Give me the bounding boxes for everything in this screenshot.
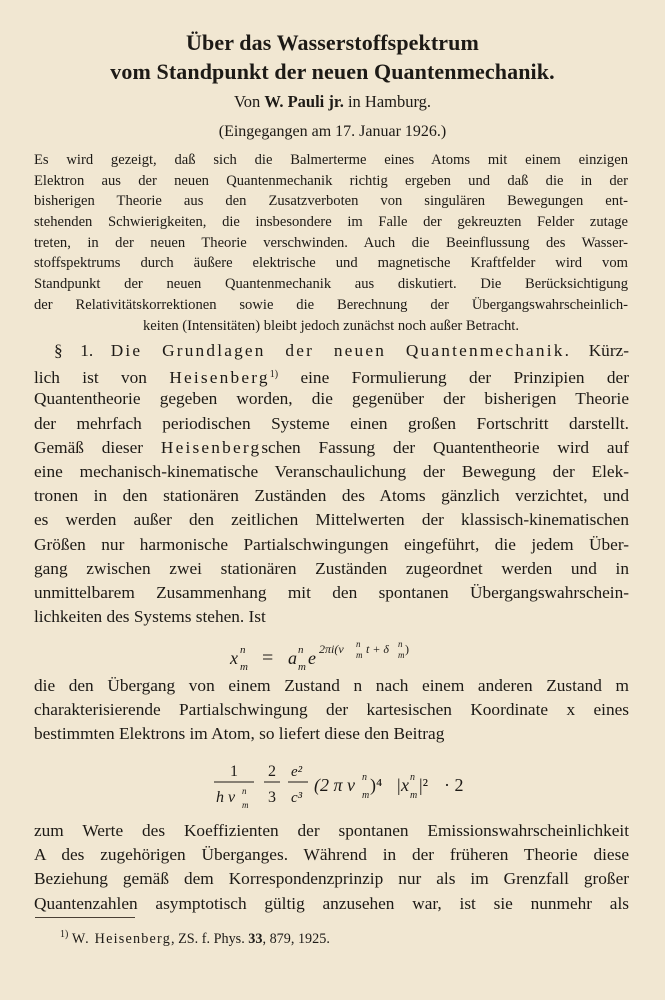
eq-numerator: 2	[268, 763, 276, 780]
section-number: § 1.	[54, 341, 94, 360]
eq-numerator: e²	[291, 764, 303, 780]
eq-symbol: e	[308, 648, 316, 668]
body-text: Gemäß dieser	[34, 437, 144, 457]
equation-emission-contribution	[210, 758, 480, 814]
body-line: tronen in den stationären Zuständen des Atoms gänzlich verzichtet, und	[34, 486, 629, 506]
eq-exponent: )	[405, 642, 409, 656]
body-line: Quantentheorie gegeben worden, die gegenüber der bisherigen Theorie	[34, 389, 629, 409]
body-text: eine Formulierung der Prinzipien der	[300, 368, 629, 388]
eq-subscript: m	[240, 661, 248, 673]
abstract-line: Elektron aus der neuen Quantenmechanik richtig ergeben und daß die in der	[34, 172, 628, 189]
paper-title-line-2: vom Standpunkt der neuen Quantenmechanik.	[110, 59, 555, 84]
eq-numerator: 1	[230, 763, 238, 780]
section-heading-line	[34, 339, 629, 363]
author-prefix: Von	[233, 92, 261, 111]
body-line: charakterisierende Partialschwingung der kartesischen Koordinate x eines	[34, 700, 629, 720]
footnote-marker: 1)	[269, 369, 279, 381]
eq-subscript: m	[398, 650, 405, 660]
equation-partial-oscillation	[228, 636, 468, 676]
abstract	[34, 150, 628, 336]
footnote-journal: , ZS. f. Phys.	[171, 931, 245, 947]
body-line: zum Werte des Koeffizienten der spontanen Emissionswahrscheinlichkeit	[34, 821, 629, 840]
section-1-paragraph-end	[34, 819, 629, 916]
body-line: es werden außer den zeitlichen Mittelwerten der klassisch-kinematischen	[34, 510, 629, 530]
body-text: schen Fassung der Quantentheorie wird auf	[261, 437, 629, 457]
eq-term: · 2	[444, 775, 464, 795]
body-line: die den Übergang von einem Zustand n nach einem anderen Zustand m	[34, 676, 629, 695]
eq-denominator: 3	[268, 789, 276, 806]
body-line: unmittelbarem Zusammenhang mit den spontanen Übergangswahrschein-	[34, 582, 629, 602]
body-line: der mehrfach periodischen Systeme einen großen Fortschritt darstellt.	[34, 413, 629, 433]
eq-superscript: n	[356, 639, 361, 649]
footnote-author: W. Heisenberg	[71, 931, 172, 947]
section-1-paragraph-continued	[34, 674, 629, 747]
author-affiliation: in Hamburg.	[347, 92, 432, 111]
eq-denominator: c³	[291, 790, 303, 806]
abstract-line: bisherigen Theorie aus den Zusatzverboten von singulären Bewegungen ent-	[34, 193, 628, 210]
eq-symbol: a	[288, 648, 297, 668]
abstract-line: stoffspektrums durch äußere elektrische und magnetische Kraftfelder wird vom	[34, 255, 628, 272]
eq-superscript: n	[242, 786, 247, 796]
body-line	[34, 436, 629, 460]
eq-term: |²	[419, 775, 428, 795]
eq-superscript: n	[240, 644, 246, 656]
body-line: lichkeiten des Systems stehen. Ist	[34, 607, 266, 627]
eq-term: (2 π ν	[314, 775, 356, 795]
eq-subscript: m	[356, 650, 363, 660]
footnote-volume: 33	[248, 931, 263, 947]
abstract-line: der Relativitätskorrektionen sowie die Berechnung der Übergangswahrscheinlich-	[34, 296, 628, 313]
eq-equals: =	[262, 647, 274, 669]
eq-symbol: x	[230, 648, 238, 668]
eq-exponent: t + δ	[366, 642, 390, 656]
abstract-line: Standpunkt der neuen Quantenmechanik aus diskutiert. Die Berücksichtigung	[34, 276, 628, 293]
body-text: lich ist von	[34, 368, 147, 388]
body-line: gang zwischen zwei stationären Zuständen zugeordnet werden und in	[34, 558, 629, 578]
abstract-line: keiten (Intensitäten) bleibt jedoch zunächst noch außer Betracht.	[142, 317, 520, 334]
paper-title-line-1: Über das Wasserstoffspektrum	[186, 30, 479, 55]
eq-subscript: m	[298, 661, 306, 673]
body-line: Beziehung gemäß dem Korrespondenzprinzip nur als im Grenzfall großer	[34, 869, 629, 889]
footnote-divider	[35, 917, 135, 918]
eq-subscript: m	[410, 790, 418, 801]
cited-author-heisenberg: Heisenberg	[160, 437, 262, 457]
eq-term: |x	[396, 775, 409, 795]
eq-superscript: n	[298, 644, 304, 656]
eq-exponent: 2πi(ν	[319, 642, 344, 656]
eq-term: )⁴	[370, 775, 383, 795]
abstract-line: stehenden Schwierigkeiten, die insbesondere im Falle der gekreuzten Felder zutage	[34, 214, 628, 231]
author-name: W. Pauli jr.	[264, 92, 344, 111]
eq-denominator: h ν	[216, 789, 236, 806]
section-1-paragraph	[34, 339, 629, 629]
body-line: A des zugehörigen Überganges. Während in der früheren Theorie diese	[34, 845, 629, 865]
body-text: Kürz-	[588, 341, 630, 360]
footnote-pages-year: , 879, 1925.	[262, 931, 330, 947]
abstract-line: Es wird gezeigt, daß sich die Balmerterme eines Atoms mit einem einzigen	[34, 152, 628, 168]
eq-superscript: n	[410, 772, 415, 783]
received-date: (Eingegangen am 17. Januar 1926.)	[218, 123, 447, 140]
eq-superscript: n	[398, 639, 403, 649]
cited-author-heisenberg: Heisenberg	[169, 368, 270, 388]
footnote-marker: 1)	[60, 929, 69, 940]
section-heading: Die Grundlagen der neuen Quantenmechanik.	[110, 341, 572, 360]
author-line	[0, 92, 665, 112]
eq-subscript: m	[242, 800, 249, 810]
body-line	[34, 363, 629, 387]
eq-superscript: n	[362, 772, 367, 783]
body-line: Größen nur harmonische Partialschwingungen eingeführt, die jedem Über-	[34, 534, 629, 554]
body-line: eine mechanisch-kinematische Veranschaulichung der Bewegung der Elek-	[34, 461, 629, 481]
eq-subscript: m	[362, 790, 370, 801]
body-line: bestimmten Elektrons im Atom, so liefert diese den Beitrag	[34, 724, 445, 744]
footnote	[60, 926, 330, 948]
body-line: Quantenzahlen asymptotisch gültig anzusehen war, ist sie nunmehr als	[34, 893, 629, 913]
abstract-line: treten, in der neuen Theorie verschwinden. Auch die Beeinflussung des Wasser-	[34, 234, 628, 251]
